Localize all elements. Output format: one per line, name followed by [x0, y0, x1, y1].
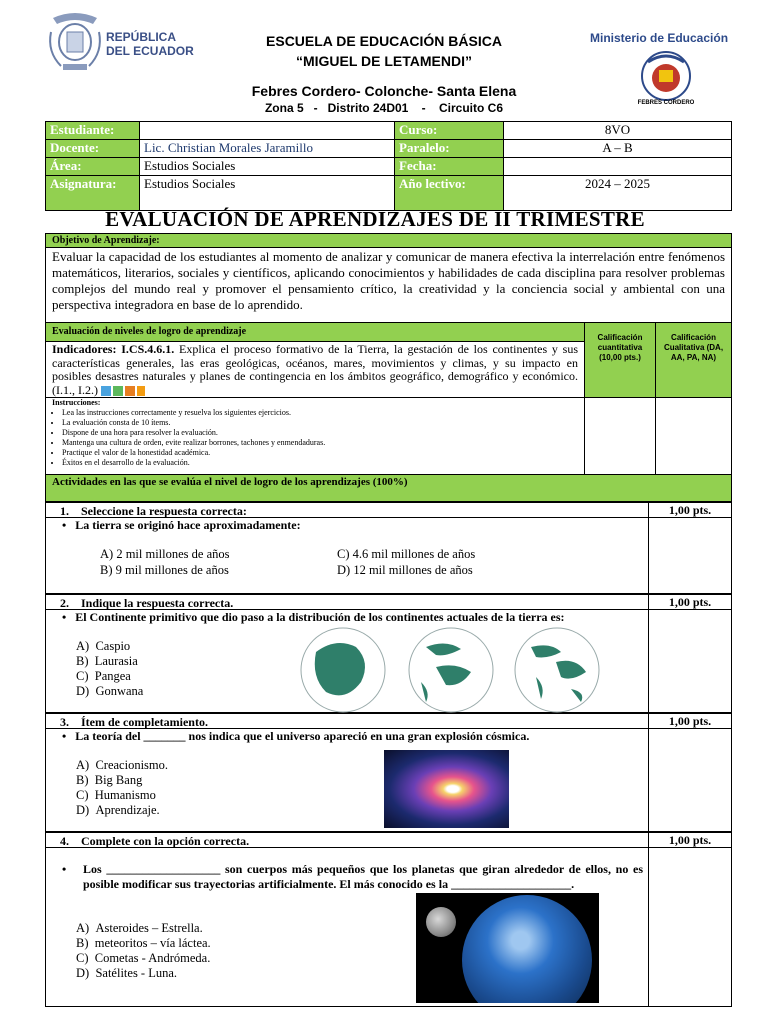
- location-line: Febres Cordero- Colonche- Santa Elena: [251, 83, 517, 99]
- parallel-label: Paralelo:: [395, 140, 504, 158]
- objective-text: Evaluar la capacidad de los estudiantes al momento de analizar y comunicar de manera efectiva la interrelación entre fenómenos matemáticos, literarios, sociales y científicos, aplicando conocimientos y habilidades de cada disciplina para resolver problemas complejos del mundo real y promover el pensamiento crítico, la creatividad y la conciencia social y ambiental con una perspectiva integradora en base de lo aprendido.: [52, 249, 725, 312]
- option-b[interactable]: B) meteoritos – vía láctea.: [76, 936, 211, 950]
- instruction-item: • Practique el valor de la honestidad académica.: [62, 448, 584, 458]
- activities-label: Actividades en las que se evalúa el nivel de logro de los aprendizajes (100%): [52, 476, 408, 488]
- student-field[interactable]: [140, 122, 395, 140]
- question-4-header: [45, 832, 732, 848]
- instruction-item: • Dispone de una hora para resolver la evaluación.: [62, 428, 584, 438]
- school-name: “MIGUEL DE LETAMENDI”: [295, 53, 473, 69]
- teacher-label: Docente:: [46, 140, 140, 158]
- question-4-score-cell[interactable]: [648, 847, 731, 1006]
- levels-label: Evaluación de niveles de logro de aprendizaje: [52, 326, 247, 337]
- option-c[interactable]: C) Pangea: [76, 669, 131, 683]
- option-d[interactable]: D) Aprendizaje.: [76, 803, 160, 817]
- question-2-body: • El Continente primitivo que dio paso a la distribución de los continentes actuales de la tierra es: A) Caspio B) Laurasia C) Pangea D) Gonwana: [45, 609, 732, 713]
- teacher-value: Lic. Christian Morales Jaramillo: [140, 140, 395, 158]
- question-3-header: [45, 713, 732, 729]
- course-label: Curso:: [395, 122, 504, 140]
- question-title: Complete con la opción correcta.: [81, 834, 250, 848]
- indicator-code: Indicadores: I.CS.4.6.1.: [52, 342, 175, 356]
- question-2-header: [45, 594, 732, 610]
- question-title: Indique la respuesta correcta.: [81, 596, 234, 610]
- option-d[interactable]: D) 12 mil millones de años: [337, 563, 473, 577]
- earth-icon: [462, 895, 592, 1003]
- option-b[interactable]: B) Big Bang: [76, 773, 143, 787]
- option-b[interactable]: B) Laurasia: [76, 654, 138, 668]
- question-1-body: • La tierra se originó hace aproximadamente: A) 2 mil millones de años B) 9 mil millones de años C) 4.6 mil millones de años D) 12 mil millones de años: [45, 517, 732, 594]
- question-number: 4.: [60, 834, 69, 848]
- year-value: 2024 – 2025: [504, 176, 732, 211]
- indicator-icons: [101, 386, 145, 396]
- option-c[interactable]: C) 4.6 mil millones de años: [337, 547, 476, 561]
- option-a[interactable]: A) Creacionismo.: [76, 758, 169, 772]
- question-3-body: • La teoría del _______ nos indica que el universo apareció en una gran explosión cósmica. A) Creacionismo. B) Big Bang C) Humanismo D) Aprendizaje.: [45, 728, 732, 832]
- republic-line1: REPÚBLICA: [106, 30, 177, 44]
- ministry-label: Ministerio de Educación: [590, 31, 729, 45]
- course-value: 8VO: [504, 122, 732, 140]
- main-title: EVALUACIÓN DE APRENDIZAJES DE II TRIMESTRE: [105, 207, 645, 231]
- qual-grade-label: Calificación Cualitativa (DA, AA, PA, NA): [663, 333, 724, 362]
- quant-grade-cell[interactable]: [584, 397, 656, 475]
- question-title: Ítem de completamiento.: [81, 715, 208, 729]
- question-number: 2.: [60, 596, 69, 610]
- question-points: 1,00 pts.: [648, 503, 731, 517]
- big-bang-image: [384, 750, 509, 828]
- option-a[interactable]: A) Caspio: [76, 639, 131, 653]
- indicator-text: [46, 342, 584, 398]
- continent-globes-image: [286, 627, 616, 713]
- instruction-item: • La evaluación consta de 10 ítems.: [62, 418, 584, 428]
- student-label: Estudiante:: [46, 122, 140, 140]
- indicator-description: Explica el proceso formativo de la Tierra, la gestación de los continentes y sus características generales, las eras geológicas, océanos, mares, movimientos y climas, y su impacto en posibles desastres naturales y planes de contingencia en los ámbitos geográfico, demográfico y económico. (I.1., I.2.): [52, 342, 579, 397]
- question-points: 1,00 pts.: [648, 714, 731, 728]
- earth-moon-image: [416, 893, 599, 1003]
- student-info-table: [45, 121, 732, 211]
- instruction-item: • Mantenga una cultura de orden, evite realizar borrones, tachones y enmendaduras.: [62, 438, 584, 448]
- question-prompt: Los ___________________ son cuerpos más pequeños que los planetas que giran alrededor de ellos, no es posible modificar sus trayectorias artificialmente. El más conocido es la ____________________.: [83, 862, 643, 891]
- question-points: 1,00 pts.: [648, 833, 731, 847]
- objective-label: Objetivo de Aprendizaje:: [52, 235, 160, 246]
- question-3-score-cell[interactable]: [648, 728, 731, 831]
- question-number: 1.: [60, 504, 69, 518]
- date-label: Fecha:: [395, 158, 504, 176]
- question-prompt: La tierra se originó hace aproximadamente:: [75, 518, 301, 532]
- question-1-header: [45, 502, 732, 518]
- option-a[interactable]: A) 2 mil millones de años: [100, 547, 230, 561]
- area-value: Estudios Sociales: [140, 158, 395, 176]
- subject-value: Estudios Sociales: [140, 176, 395, 211]
- question-title: Seleccione la respuesta correcta:: [81, 504, 247, 518]
- zone-line: Zona 5 - Distrito 24D01 - Circuito C6: [264, 101, 504, 115]
- option-b[interactable]: B) 9 mil millones de años: [100, 563, 229, 577]
- instructions-list: [46, 408, 584, 468]
- qual-grade-cell[interactable]: [655, 397, 732, 475]
- subject-label: Asignatura:: [46, 176, 140, 211]
- question-2-score-cell[interactable]: [648, 609, 731, 712]
- parallel-value: A – B: [504, 140, 732, 158]
- question-4-body: • Los ___________________ son cuerpos más pequeños que los planetas que giran alrededor de ellos, no es posible modificar sus trayectorias artificialmente. El más conocido es la ____________________. A) Asteroides – Estrella. B) meteoritos – vía láctea. C) Cometas - Andrómeda. D) Satélites - Luna.: [45, 847, 732, 1007]
- seal-bottom-text: FEBRES CORDERO: [637, 100, 695, 106]
- instruction-item: • Lea las instrucciones correctamente y resuelva los siguientes ejercicios.: [62, 408, 584, 418]
- question-1-score-cell[interactable]: [648, 517, 731, 593]
- option-d[interactable]: D) Satélites - Luna.: [76, 966, 178, 980]
- moon-icon: [426, 907, 456, 937]
- option-c[interactable]: C) Cometas - Andrómeda.: [76, 951, 211, 965]
- question-prompt: El Continente primitivo que dio paso a la distribución de los continentes actuales de la tierra es:: [75, 610, 565, 624]
- instructions-label: Instrucciones:: [52, 398, 101, 407]
- question-prompt: La teoría del _______ nos indica que el universo apareció en una gran explosión cósmica.: [75, 729, 530, 743]
- option-c[interactable]: C) Humanismo: [76, 788, 156, 802]
- year-label: Año lectivo:: [395, 176, 504, 211]
- date-field[interactable]: [504, 158, 732, 176]
- question-number: 3.: [60, 715, 69, 729]
- republic-line2: DEL ECUADOR: [106, 44, 194, 58]
- instruction-item: • Éxitos en el desarrollo de la evaluación.: [62, 458, 584, 468]
- option-a[interactable]: A) Asteroides – Estrella.: [76, 921, 203, 935]
- question-points: 1,00 pts.: [648, 595, 731, 609]
- area-label: Área:: [46, 158, 140, 176]
- school-title: ESCUELA DE EDUCACIÓN BÁSICA: [266, 33, 502, 49]
- school-seal: [628, 48, 704, 110]
- option-d[interactable]: D) Gonwana: [76, 684, 144, 698]
- quant-grade-label: Calificación cuantitativa (10,00 pts.): [597, 333, 643, 362]
